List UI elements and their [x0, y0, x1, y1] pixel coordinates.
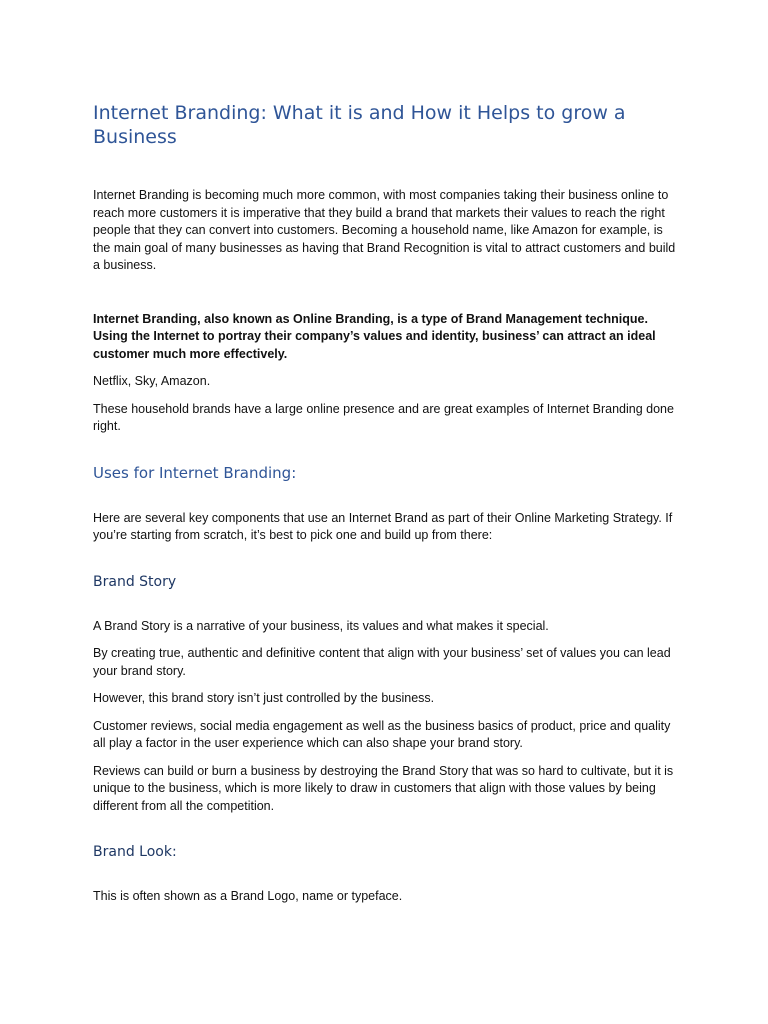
- brand-story-paragraph-4: Customer reviews, social media engagement as well as the business basics of product, price and quality all play a factor in the user experience which can also shape your brand story.: [93, 718, 671, 750]
- document-title: Internet Branding: What it is and How it Helps to grow a Business: [93, 102, 626, 148]
- examples-note-paragraph: These household brands have a large online presence and are great examples of Internet Branding done right.: [93, 401, 674, 433]
- uses-heading: Uses for Internet Branding:: [93, 463, 297, 482]
- examples-paragraph: Netflix, Sky, Amazon.: [93, 374, 211, 388]
- brand-story-paragraph-2: By creating true, authentic and definitive content that align with your business’ set of values you can lead your brand story.: [93, 646, 671, 678]
- document-body: [93, 101, 683, 906]
- brand-story-heading: Brand Story: [93, 573, 177, 590]
- brand-look-paragraph-1: This is often shown as a Brand Logo, name or typeface.: [93, 889, 403, 903]
- brand-story-paragraph-3: However, this brand story isn’t just controlled by the business.: [93, 691, 435, 705]
- uses-intro-paragraph: Here are several key components that use an Internet Brand as part of their Online Marketing Strategy. If you’re starting from scratch, it’s best to pick one and build up from there:: [93, 510, 673, 542]
- brand-story-paragraph-5: Reviews can build or burn a business by destroying the Brand Story that was so hard to cultivate, but it is unique to the business, which is more likely to draw in customers that align with those values by being different from all the competition.: [93, 763, 674, 813]
- definition-paragraph: Internet Branding, also known as Online Branding, is a type of Brand Management technique. Using the Internet to portray their company’s values and identity, business’ can attract an ideal customer much more effectively.: [93, 311, 656, 361]
- brand-look-heading: Brand Look:: [93, 844, 177, 860]
- intro-paragraph: Internet Branding is becoming much more common, with most companies taking their business online to reach more customers it is imperative that they build a brand that markets their values to reach the right people that they can convert into customers. Becoming a household name, like Amazon for example, is the main goal of many businesses as having that Brand Recognition is vital to attract customers and build a business.: [93, 188, 676, 272]
- brand-story-paragraph-1: A Brand Story is a narrative of your business, its values and what makes it special.: [93, 618, 549, 633]
